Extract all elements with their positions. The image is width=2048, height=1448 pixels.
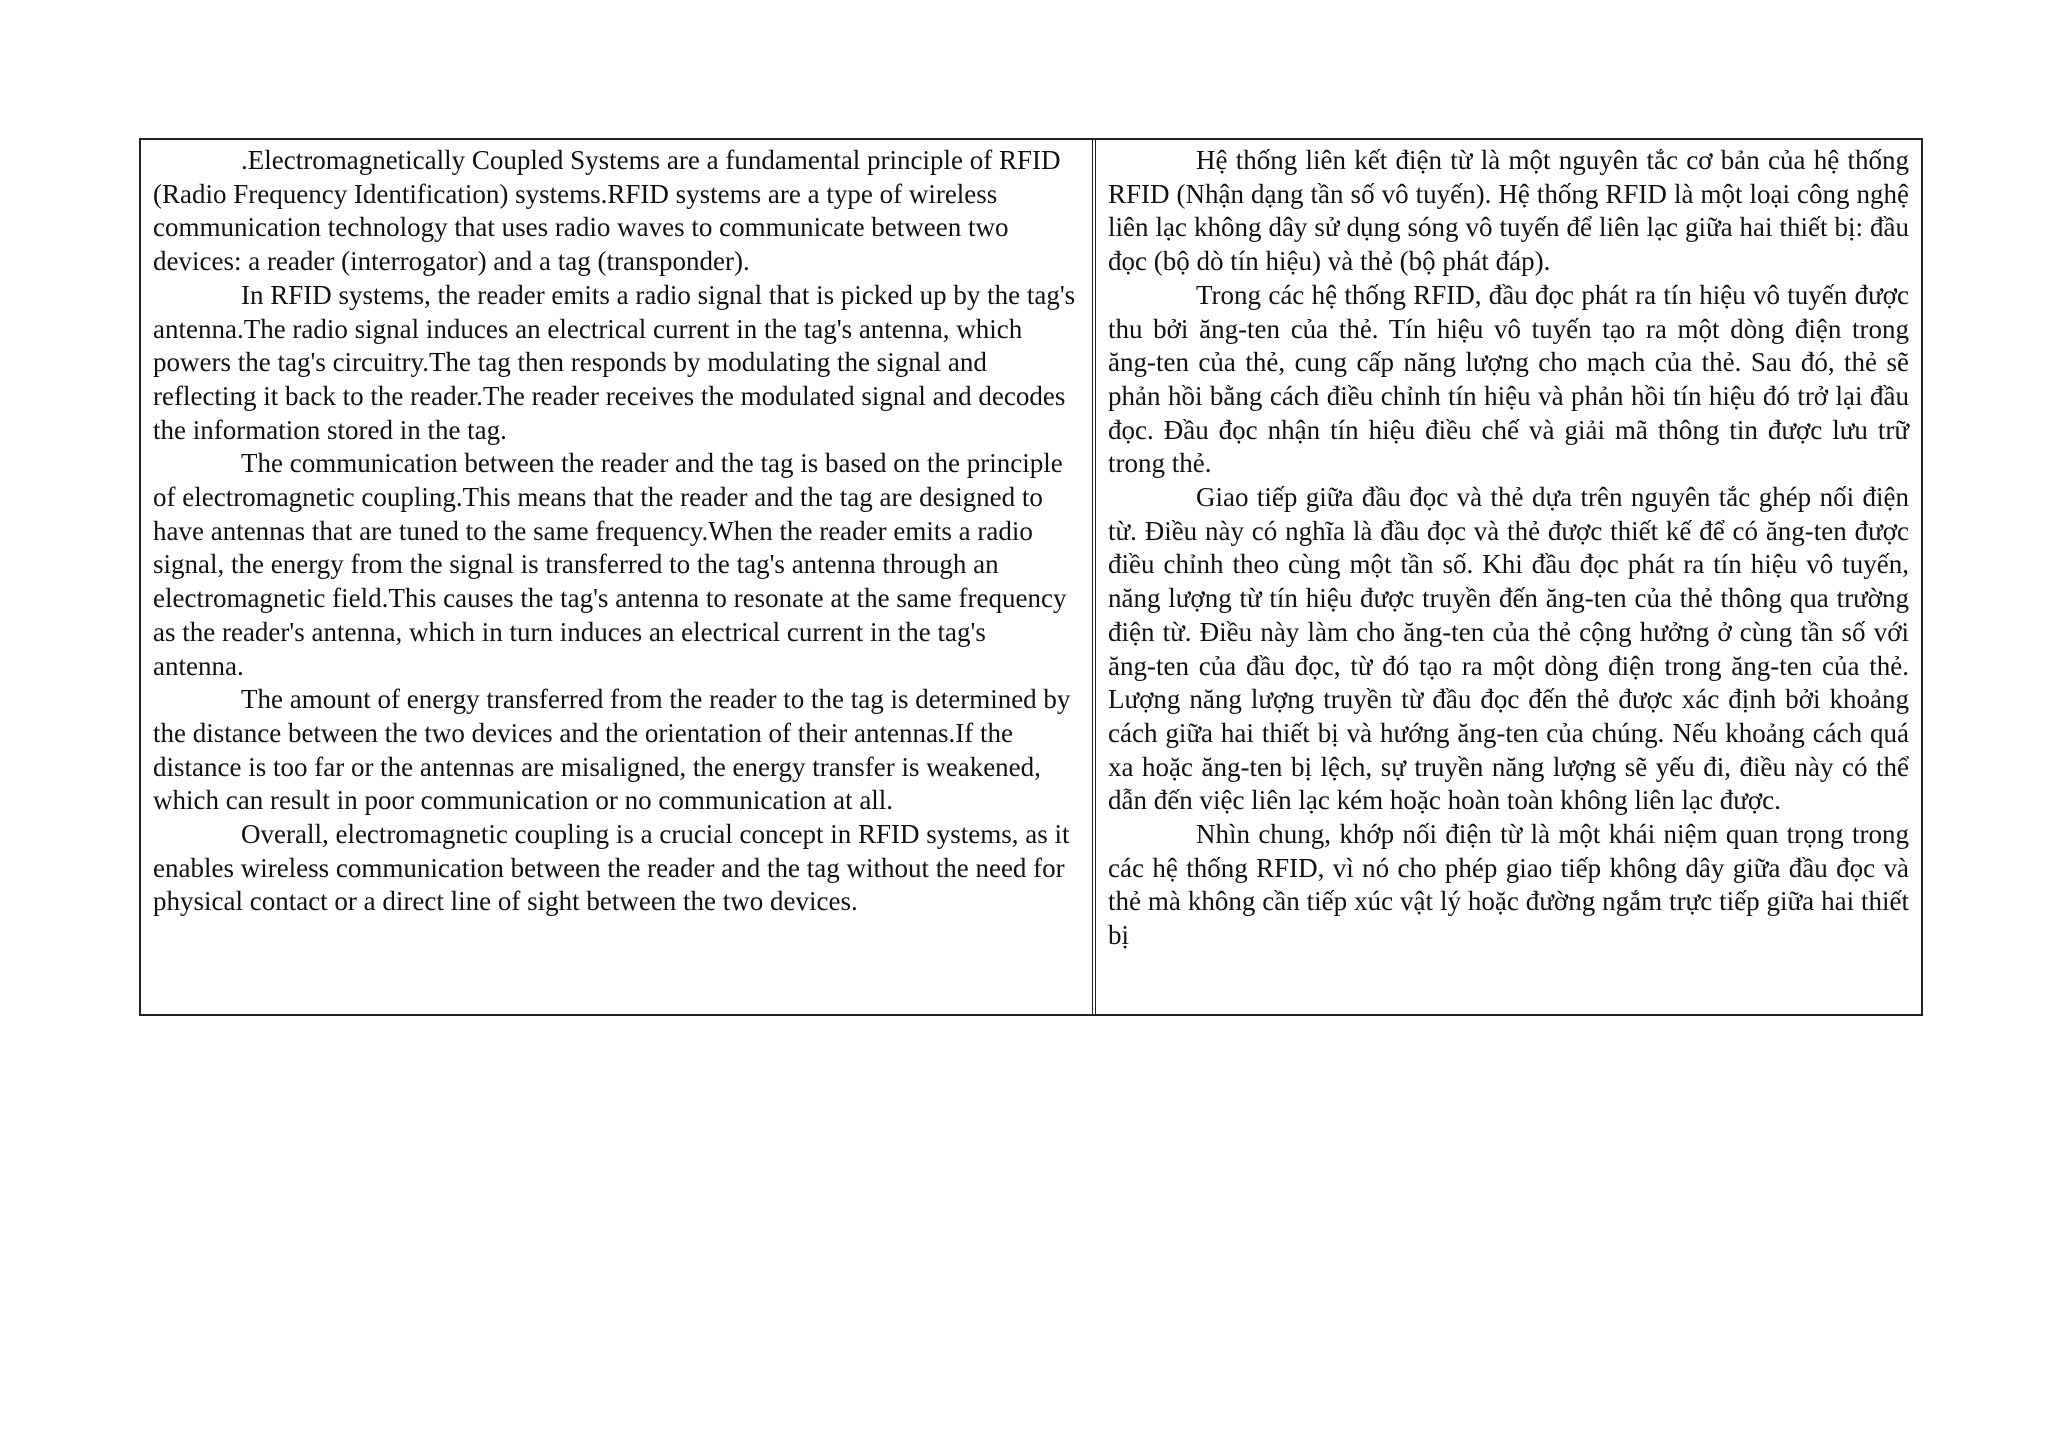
english-paragraph: Overall, electromagnetic coupling is a crucial concept in RFID systems, as it enables wireless communication between the reader and the tag without the need for physical contact or a direct line of sight between the two devices. — [153, 819, 1070, 917]
english-paragraph: The communication between the reader and the tag is based on the principle of electromagnetic coupling.This means that the reader and the tag are designed to have antennas that are tuned to the same frequency.When the reader emits a radio signal, the energy from the signal is transferred to the tag's antenna through an electromagnetic field.This causes the tag's antenna to resonate at the same frequency as the reader's antenna, which in turn induces an electrical current in the tag's antenna. — [153, 448, 1067, 681]
vietnamese-paragraph: Trong các hệ thống RFID, đầu đọc phát ra tín hiệu vô tuyến được thu bởi ăng-ten của thẻ. Tín hiệu vô tuyến tạo ra một dòng điện trong ăng-ten của thẻ, cung cấp năng lượng cho mạch của thẻ. Sau đó, thẻ sẽ phản hồi bằng cách điều chỉnh tín hiệu và phản hồi tín hiệu đó trở lại đầu đọc. Đầu đọc nhận tín hiệu điều chế và giải mã thông tin được lưu trữ trong thẻ. — [1108, 279, 1909, 479]
vietnamese-paragraph: Hệ thống liên kết điện từ là một nguyên tắc cơ bản của hệ thống RFID (Nhận dạng tần số vô tuyến). Hệ thống RFID là một loại công nghệ liên lạc không dây sử dụng sóng vô tuyến để liên lạc giữa hai thiết bị: đầu đọc (bộ dò tín hiệu) và thẻ (bộ phát đáp). — [1108, 145, 1909, 277]
english-paragraph: .Electromagnetically Coupled Systems are a fundamental principle of RFID (Radio Frequency Identification) systems.RFID systems are a type of wireless communication technology that uses radio waves to communicate between two devices: a reader (interrogator) and a tag (transponder). — [153, 145, 1061, 277]
vietnamese-paragraph: Nhìn chung, khớp nối điện từ là một khái niệm quan trọng trong các hệ thống RFID, vì nó cho phép giao tiếp không dây giữa đầu đọc và thẻ mà không cần tiếp xúc vật lý hoặc đường ngắm trực tiếp giữa hai thiết bị — [1108, 819, 1909, 951]
english-column — [141, 140, 1096, 1014]
vietnamese-column — [1096, 140, 1921, 1014]
english-paragraph: In RFID systems, the reader emits a radio signal that is picked up by the tag's antenna.The radio signal induces an electrical current in the tag's antenna, which powers the tag's circuitry.The tag then responds by modulating the signal and reflecting it back to the reader.The reader receives the modulated signal and decodes the information stored in the tag. — [153, 279, 1076, 445]
english-paragraph: The amount of energy transferred from the reader to the tag is determined by the distance between the two devices and the orientation of their antennas.If the distance is too far or the antennas are misaligned, the energy transfer is weakened, which can result in poor communication or no communication at all. — [153, 684, 1071, 816]
bilingual-table — [139, 138, 1923, 1016]
vietnamese-paragraph: Giao tiếp giữa đầu đọc và thẻ dựa trên nguyên tắc ghép nối điện từ. Điều này có nghĩa là đầu đọc và thẻ được thiết kế để có ăng-ten được điều chỉnh theo cùng một tần số. Khi đầu đọc phát ra tín hiệu vô tuyến, năng lượng từ tín hiệu được truyền đến ăng-ten của thẻ thông qua trường điện từ. Điều này làm cho ăng-ten của thẻ cộng hưởng ở cùng tần số với ăng-ten của đầu đọc, từ đó tạo ra một dòng điện trong ăng-ten của thẻ. Lượng năng lượng truyền từ đầu đọc đến thẻ được xác định bởi khoảng cách giữa hai thiết bị và hướng ăng-ten của chúng. Nếu khoảng cách quá xa hoặc ăng-ten bị lệch, sự truyền năng lượng sẽ yếu đi, điều này có thể dẫn đến việc liên lạc kém hoặc hoàn toàn không liên lạc được. — [1108, 482, 1909, 816]
